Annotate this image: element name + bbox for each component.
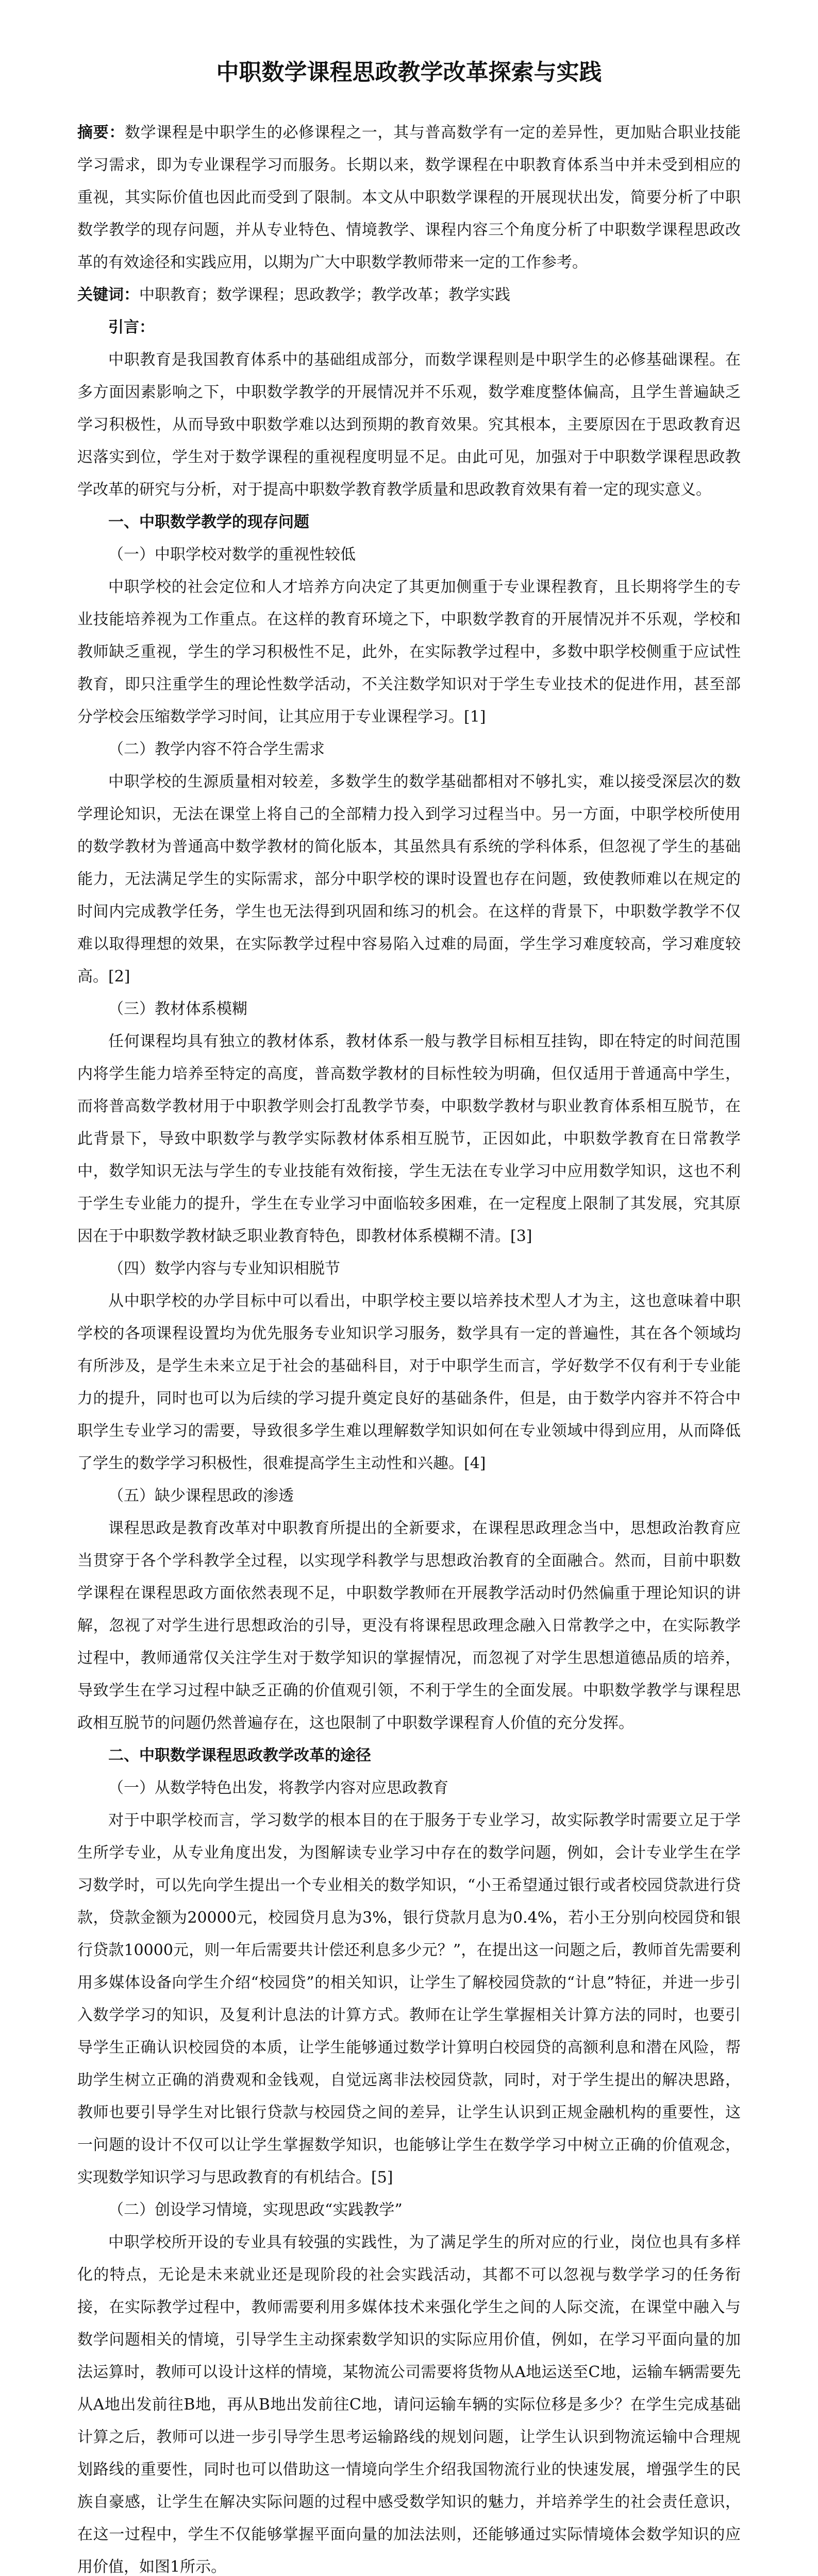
subsection-heading: （二）教学内容不符合学生需求	[108, 740, 325, 758]
subsection-heading: （四）数学内容与专业知识相脱节	[108, 1259, 340, 1278]
body-paragraph: 从中职学校的办学目标中可以看出，中职学校主要以培养技术型人才为主，这也意味着中职学校的各项课程设置均为优先服务专业知识学习服务，数学具有一定的普遍性，其在各个领域均有所涉及，是学生未来立足于社会的基础科目，对于中职学生而言，学好数学不仅有利于专业能力的提升，同时也可以为后续的学习提升奠定良好的基础条件，但是，由于数学内容并不符合中职学生专业学习的需要，导致很多学生难以理解数学知识如何在专业领域中得到应用，从而降低了学生的数学学习积极性，很难提高学生主动性和兴趣。[4]	[77, 1292, 741, 1472]
page-title: 中职数学课程思政教学改革探索与实践	[216, 59, 602, 86]
body-paragraph: 中职学校的社会定位和人才培养方向决定了其更加侧重于专业课程教育，且长期将学生的专业技能培养视为工作重点。在这样的教育环境之下，中职数学教育的开展情况并不乐观，学校和教师缺乏重视，学生的学习积极性不足，此外，在实际教学过程中，多数中职学校侧重于应试性教育，即只注重学生的理论性数学活动，不关注数学知识对于学生专业技术的促进作用，甚至部分学校会压缩数学学习时间，让其应用于专业课程学习。[1]	[77, 578, 741, 726]
subsection-heading: （一）中职学校对数学的重视性较低	[108, 545, 356, 564]
abstract-label: 摘要：	[77, 123, 125, 142]
body-paragraph: 任何课程均具有独立的教材体系，教材体系一般与教学目标相互挂钩，即在特定的时间范围内将学生能力培养至特定的高度，普高数学教材的目标性较为明确，但仅适用于普通高中学生，而将普高数学教材用于中职教学则会打乱教学节奏，中职数学教材与职业教育体系相互脱节，在此背景下，导致中职数学与教学实际教材体系相互脱节，正因如此，中职数学教育在日常教学中，数学知识无法与学生的专业技能有效衔接，学生无法在专业学习中应用数学知识，这也不利于学生专业能力的提升，学生在专业学习中面临较多困难，在一定程度上限制了其发展，究其原因在于中职数学教材缺乏职业教育特色，即教材体系模糊不清。[3]	[77, 1032, 741, 1245]
keywords-text: 中职教育；数学课程；思政教学；教学改革；教学实践	[139, 285, 510, 304]
body-paragraph: 对于中职学校而言，学习数学的根本目的在于服务于专业学习，故实际教学时需要立足于学生所学专业，从专业角度出发，为图解读专业学习中存在的数学问题，例如，会计专业学生在学习数学时，可以先向学生提出一个专业相关的数学知识，“小王希望通过银行或者校园贷款进行贷款，贷款金额为20000元，校园贷月息为3%，银行贷款月息为0.4%，若小王分别向校园贷和银行贷款10000元，则一年后需要共计偿还利息多少元？”，在提出这一问题之后，教师首先需要利用多媒体设备向学生介绍“校园贷”的相关知识，让学生了解校园贷款的“计息”特征，并进一步引入数学学习的知识，及复利计息法的计算方式。教师在让学生掌握相关计算方法的同时，也要引导学生正确认识校园贷的本质，让学生能够通过数学计算明白校园贷的高额利息和潜在风险，帮助学生树立正确的消费观和金钱观，自觉远离非法校园贷款，同时，对于学生提出的解决思路，教师也要引导学生对比银行贷款与校园贷之间的差异，让学生认识到正规金融机构的重要性，这一问题的设计不仅可以让学生掌握数学知识，也能够让学生在数学学习中树立正确的价值观念，实现数学知识学习与思政教育的有机结合。[5]	[77, 1811, 741, 2187]
intro-heading: 引言：	[108, 318, 155, 336]
abstract	[77, 116, 741, 279]
keywords	[77, 279, 741, 311]
keywords-label: 关键词：	[77, 285, 139, 304]
body-paragraph: 课程思政是教育改革对中职教育所提出的全新要求，在课程思政理念当中，思想政治教育应当贯穿于各个学科教学全过程，以实现学科教学与思想政治教育的全面融合。然而，目前中职数学课程在课程思政方面依然表现不足，中职数学教师在开展教学活动时仍然偏重于理论知识的讲解，忽视了对学生进行思想政治的引导，更没有将课程思政理念融入日常教学之中，在实际教学过程中，教师通常仅关注学生对于数学知识的掌握情况，而忽视了对学生思想道德品质的培养，导致学生在学习过程中缺乏正确的价值观引领，不利于学生的全面发展。中职数学教学与课程思政相互脱节的问题仍然普遍存在，这也限制了中职数学课程育人价值的充分发挥。	[77, 1519, 741, 1732]
subsection-heading: （一）从数学特色出发，将教学内容对应思政教育	[108, 1778, 448, 1797]
body-paragraph: 中职学校所开设的专业具有较强的实践性，为了满足学生的所对应的行业，岗位也具有多样化的特点，无论是未来就业还是现阶段的社会实践活动，其都不可以忽视与数学学习的任务衔接，在实际教学过程中，教师需要利用多媒体技术来强化学生之间的人际交流，在课堂中融入与数学问题相关的情境，引导学生主动探索数学知识的实际应用价值，例如，在学习平面向量的加法运算时，教师可以设计这样的情境，某物流公司需要将货物从A地运送至C地，运输车辆需要先从A地出发前往B地，再从B地出发前往C地，请问运输车辆的实际位移是多少？在学生完成基础计算之后，教师可以进一步引导学生思考运输路线的规划问题，让学生认识到物流运输中合理规划路线的重要性，同时也可以借助这一情境向学生介绍我国物流行业的快速发展，增强学生的民族自豪感，让学生在解决实际问题的过程中感受数学知识的魅力，并培养学生的社会责任意识，在这一过程中，学生不仅能够掌握平面向量的加法法则，还能够通过实际情境体会数学知识的应用价值，如图1所示。	[77, 2233, 741, 2576]
section-heading: 一、中职数学教学的现存问题	[108, 513, 309, 531]
subsection-heading: （二）创设学习情境，实现思政“实践教学”	[108, 2200, 403, 2219]
subsection-heading: （五）缺少课程思政的渗透	[108, 1486, 294, 1505]
body-paragraph: 中职学校的生源质量相对较差，多数学生的数学基础都相对不够扎实，难以接受深层次的数学理论知识，无法在课堂上将自己的全部精力投入到学习过程当中。另一方面，中职学校所使用的数学教材为普通高中数学教材的简化版本，其虽然具有系统的学科体系，但忽视了学生的基础能力，无法满足学生的实际需求，部分中职学校的课时设置也存在问题，致使教师难以在规定的时间内完成教学任务，学生也无法得到巩固和练习的机会。在这样的背景下，中职数学教学不仅难以取得理想的效果，在实际教学过程中容易陷入过难的局面，学生学习难度较高，学习难度较高。[2]	[77, 772, 741, 986]
abstract-text: 数学课程是中职学生的必修课程之一，其与普高数学有一定的差异性，更加贴合职业技能学习需求，即为专业课程学习而服务。长期以来，数学课程在中职教育体系当中并未受到相应的重视，其实际价值也因此而受到了限制。本文从中职数学课程的开展现状出发，简要分析了中职数学教学的现存问题，并从专业特色、情境教学、课程内容三个角度分析了中职数学课程思政改革的有效途径和实践应用，以期为广大中职数学教师带来一定的工作参考。	[77, 123, 741, 272]
section-heading: 二、中职数学课程思政教学改革的途径	[108, 1746, 371, 1765]
subsection-heading: （三）教材体系模糊	[108, 999, 247, 1018]
intro-paragraph: 中职教育是我国教育体系中的基础组成部分，而数学课程则是中职学生的必修基础课程。在多方面因素影响之下，中职数学教学的开展情况并不乐观，数学难度整体偏高，且学生普遍缺乏学习积极性，从而导致中职数学难以达到预期的教育效果。究其根本，主要原因在于思政教育迟迟落实到位，学生对于数学课程的重视程度明显不足。由此可见，加强对于中职数学课程思政教学改革的研究与分析，对于提高中职数学教育教学质量和思政教育效果有着一定的现实意义。	[77, 350, 741, 499]
